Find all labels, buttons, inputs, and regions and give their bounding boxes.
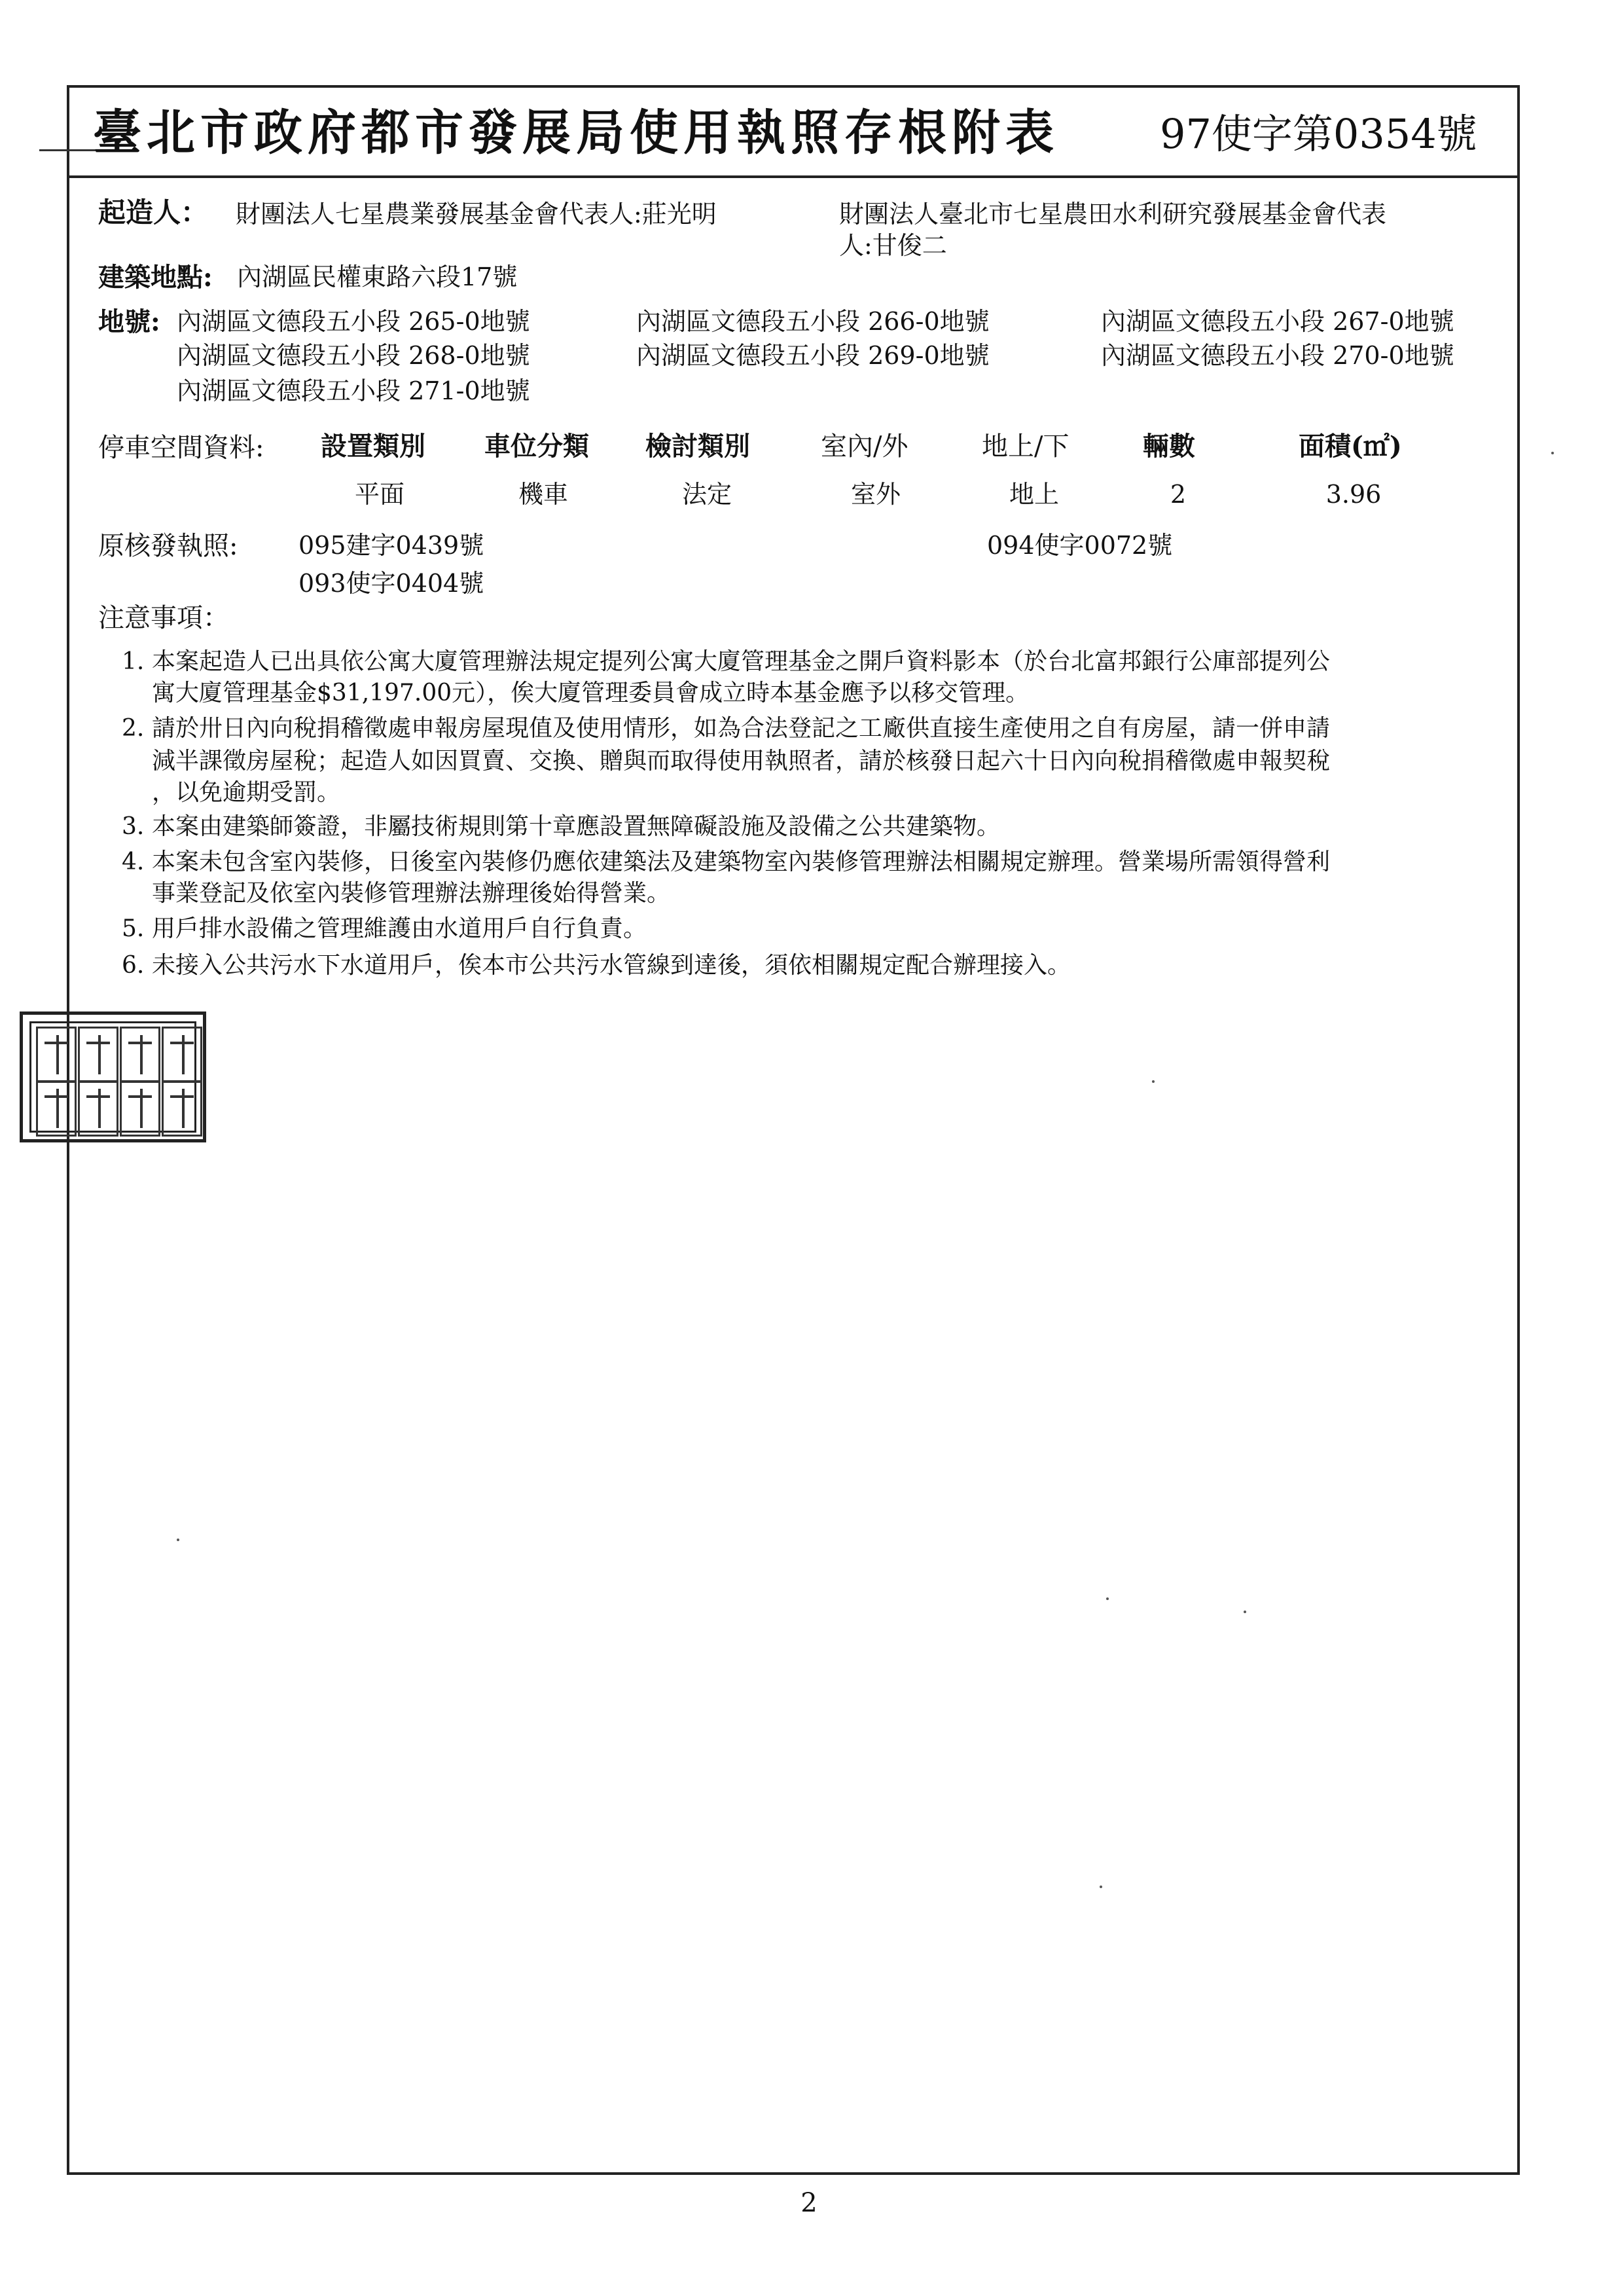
note-line: 用戶排水設備之管理維護由水道用戶自行負責。: [152, 915, 647, 942]
note-line: 寓大廈管理基金$31,197.00元），俟大廈管理委員會成立時本基金應予以移交管理。: [152, 680, 1030, 706]
note-number: 3.: [122, 813, 145, 840]
parking-label: 停車空間資料:: [98, 433, 264, 463]
official-seal-stamp: [20, 1011, 206, 1142]
lot-item: 內湖區文德段五小段 271-0地號: [177, 376, 530, 405]
scan-speck: [1244, 1611, 1246, 1613]
parking-header-area: 面積(㎡): [1299, 431, 1402, 462]
note-number: 1.: [122, 648, 145, 675]
note-line: 未接入公共污水下水道用戶，俟本市公共污水管線到達後，須依相關規定配合辦理接入。: [152, 952, 1071, 979]
page-number: 2: [800, 2188, 818, 2218]
parking-header-type: 設置類別: [321, 431, 425, 462]
scan-speck: [177, 1539, 179, 1541]
applicant-second-line1: 財團法人臺北市七星農田水利研究發展基金會代表: [839, 200, 1387, 228]
title-divider: [67, 175, 1520, 178]
scan-speck: [1106, 1597, 1109, 1600]
scan-speck: [1100, 1886, 1102, 1888]
parking-cell-indoor-outdoor: 室外: [850, 480, 901, 509]
note-number: 6.: [122, 952, 145, 979]
lot-item: 內湖區文德段五小段 270-0地號: [1101, 341, 1454, 370]
note-number: 5.: [122, 915, 145, 942]
note-line: 本案起造人已出具依公寓大廈管理辦法規定提列公寓大廈管理基金之開戶資料影本（於台北富邦銀行公庫部提列公: [152, 648, 1331, 675]
lot-item: 內湖區文德段五小段 268-0地號: [177, 341, 530, 370]
note-line: 事業登記及依室內裝修管理辦法辦理後始得營業。: [152, 880, 671, 907]
original-license-label: 原核發執照:: [98, 531, 238, 561]
note-line: 本案未包含室內裝修，日後室內裝修仍應依建築法及建築物室內裝修管理辦法相關規定辦理。營業場所需領得營利: [152, 848, 1331, 875]
seal-glyph: [78, 1027, 118, 1083]
page-title: 臺北市政府都市發展局使用執照存根附表: [93, 105, 1059, 161]
parking-header-indoor-outdoor: 室內/外: [821, 431, 908, 462]
original-license-item: 094使字0072號: [987, 531, 1173, 560]
parking-cell-category: 機車: [518, 480, 568, 509]
lot-item: 內湖區文德段五小段 269-0地號: [636, 341, 990, 370]
site-label: 建築地點:: [98, 262, 213, 293]
seal-glyph: [162, 1027, 202, 1083]
parking-header-category: 車位分類: [484, 431, 589, 462]
parking-cell-review: 法定: [681, 480, 732, 509]
lot-item: 內湖區文德段五小段 267-0地號: [1101, 307, 1454, 336]
parking-header-count: 輛數: [1143, 431, 1195, 462]
note-line: 減半課徵房屋稅；起造人如因買賣、交換、贈與而取得使用執照者，請於核發日起六十日內向稅捐稽徵處申報契稅: [152, 748, 1331, 774]
notes-label: 注意事項：: [98, 603, 229, 633]
lots-label: 地號:: [98, 306, 160, 337]
lot-item: 內湖區文德段五小段 265-0地號: [177, 307, 530, 336]
seal-glyph: [78, 1080, 118, 1137]
license-number: 97使字第0354號: [1160, 110, 1477, 158]
note-line: ，以免逾期受罰。: [152, 779, 341, 806]
note-line: 本案由建築師簽證，非屬技術規則第十章應設置無障礙設施及設備之公共建築物。: [152, 813, 1001, 840]
parking-cell-type: 平面: [354, 480, 404, 509]
note-line: 請於卅日內向稅捐稽徵處申報房屋現值及使用情形，如為合法登記之工廠供直接生產使用之自有房屋，請一併申請: [152, 715, 1331, 742]
scan-speck: [1551, 452, 1554, 454]
seal-glyph: [36, 1027, 77, 1083]
parking-header-review: 檢討類別: [645, 431, 750, 462]
applicant-second-line2: 人:甘俊二: [839, 231, 947, 260]
scan-speck: [1152, 1080, 1155, 1083]
parking-cell-above-below: 地上: [1009, 480, 1059, 509]
site-address: 內湖區民權東路六段17號: [237, 263, 518, 291]
parking-cell-count: 2: [1170, 480, 1187, 509]
applicant-label: 起造人：: [98, 196, 209, 228]
lot-item: 內湖區文德段五小段 266-0地號: [636, 307, 990, 336]
parking-cell-area: 3.96: [1325, 480, 1382, 509]
applicant-first: 財團法人七星農業發展基金會代表人:莊光明: [236, 200, 717, 228]
original-license-item: 095建字0439號: [298, 531, 484, 560]
original-license-item: 093使字0404號: [298, 569, 484, 598]
parking-header-above-below: 地上/下: [982, 431, 1070, 462]
seal-glyph: [120, 1027, 160, 1083]
note-number: 2.: [122, 715, 145, 742]
seal-glyph: [120, 1080, 160, 1137]
note-number: 4.: [122, 848, 145, 875]
seal-glyph: [162, 1080, 202, 1137]
seal-glyph: [36, 1080, 77, 1137]
